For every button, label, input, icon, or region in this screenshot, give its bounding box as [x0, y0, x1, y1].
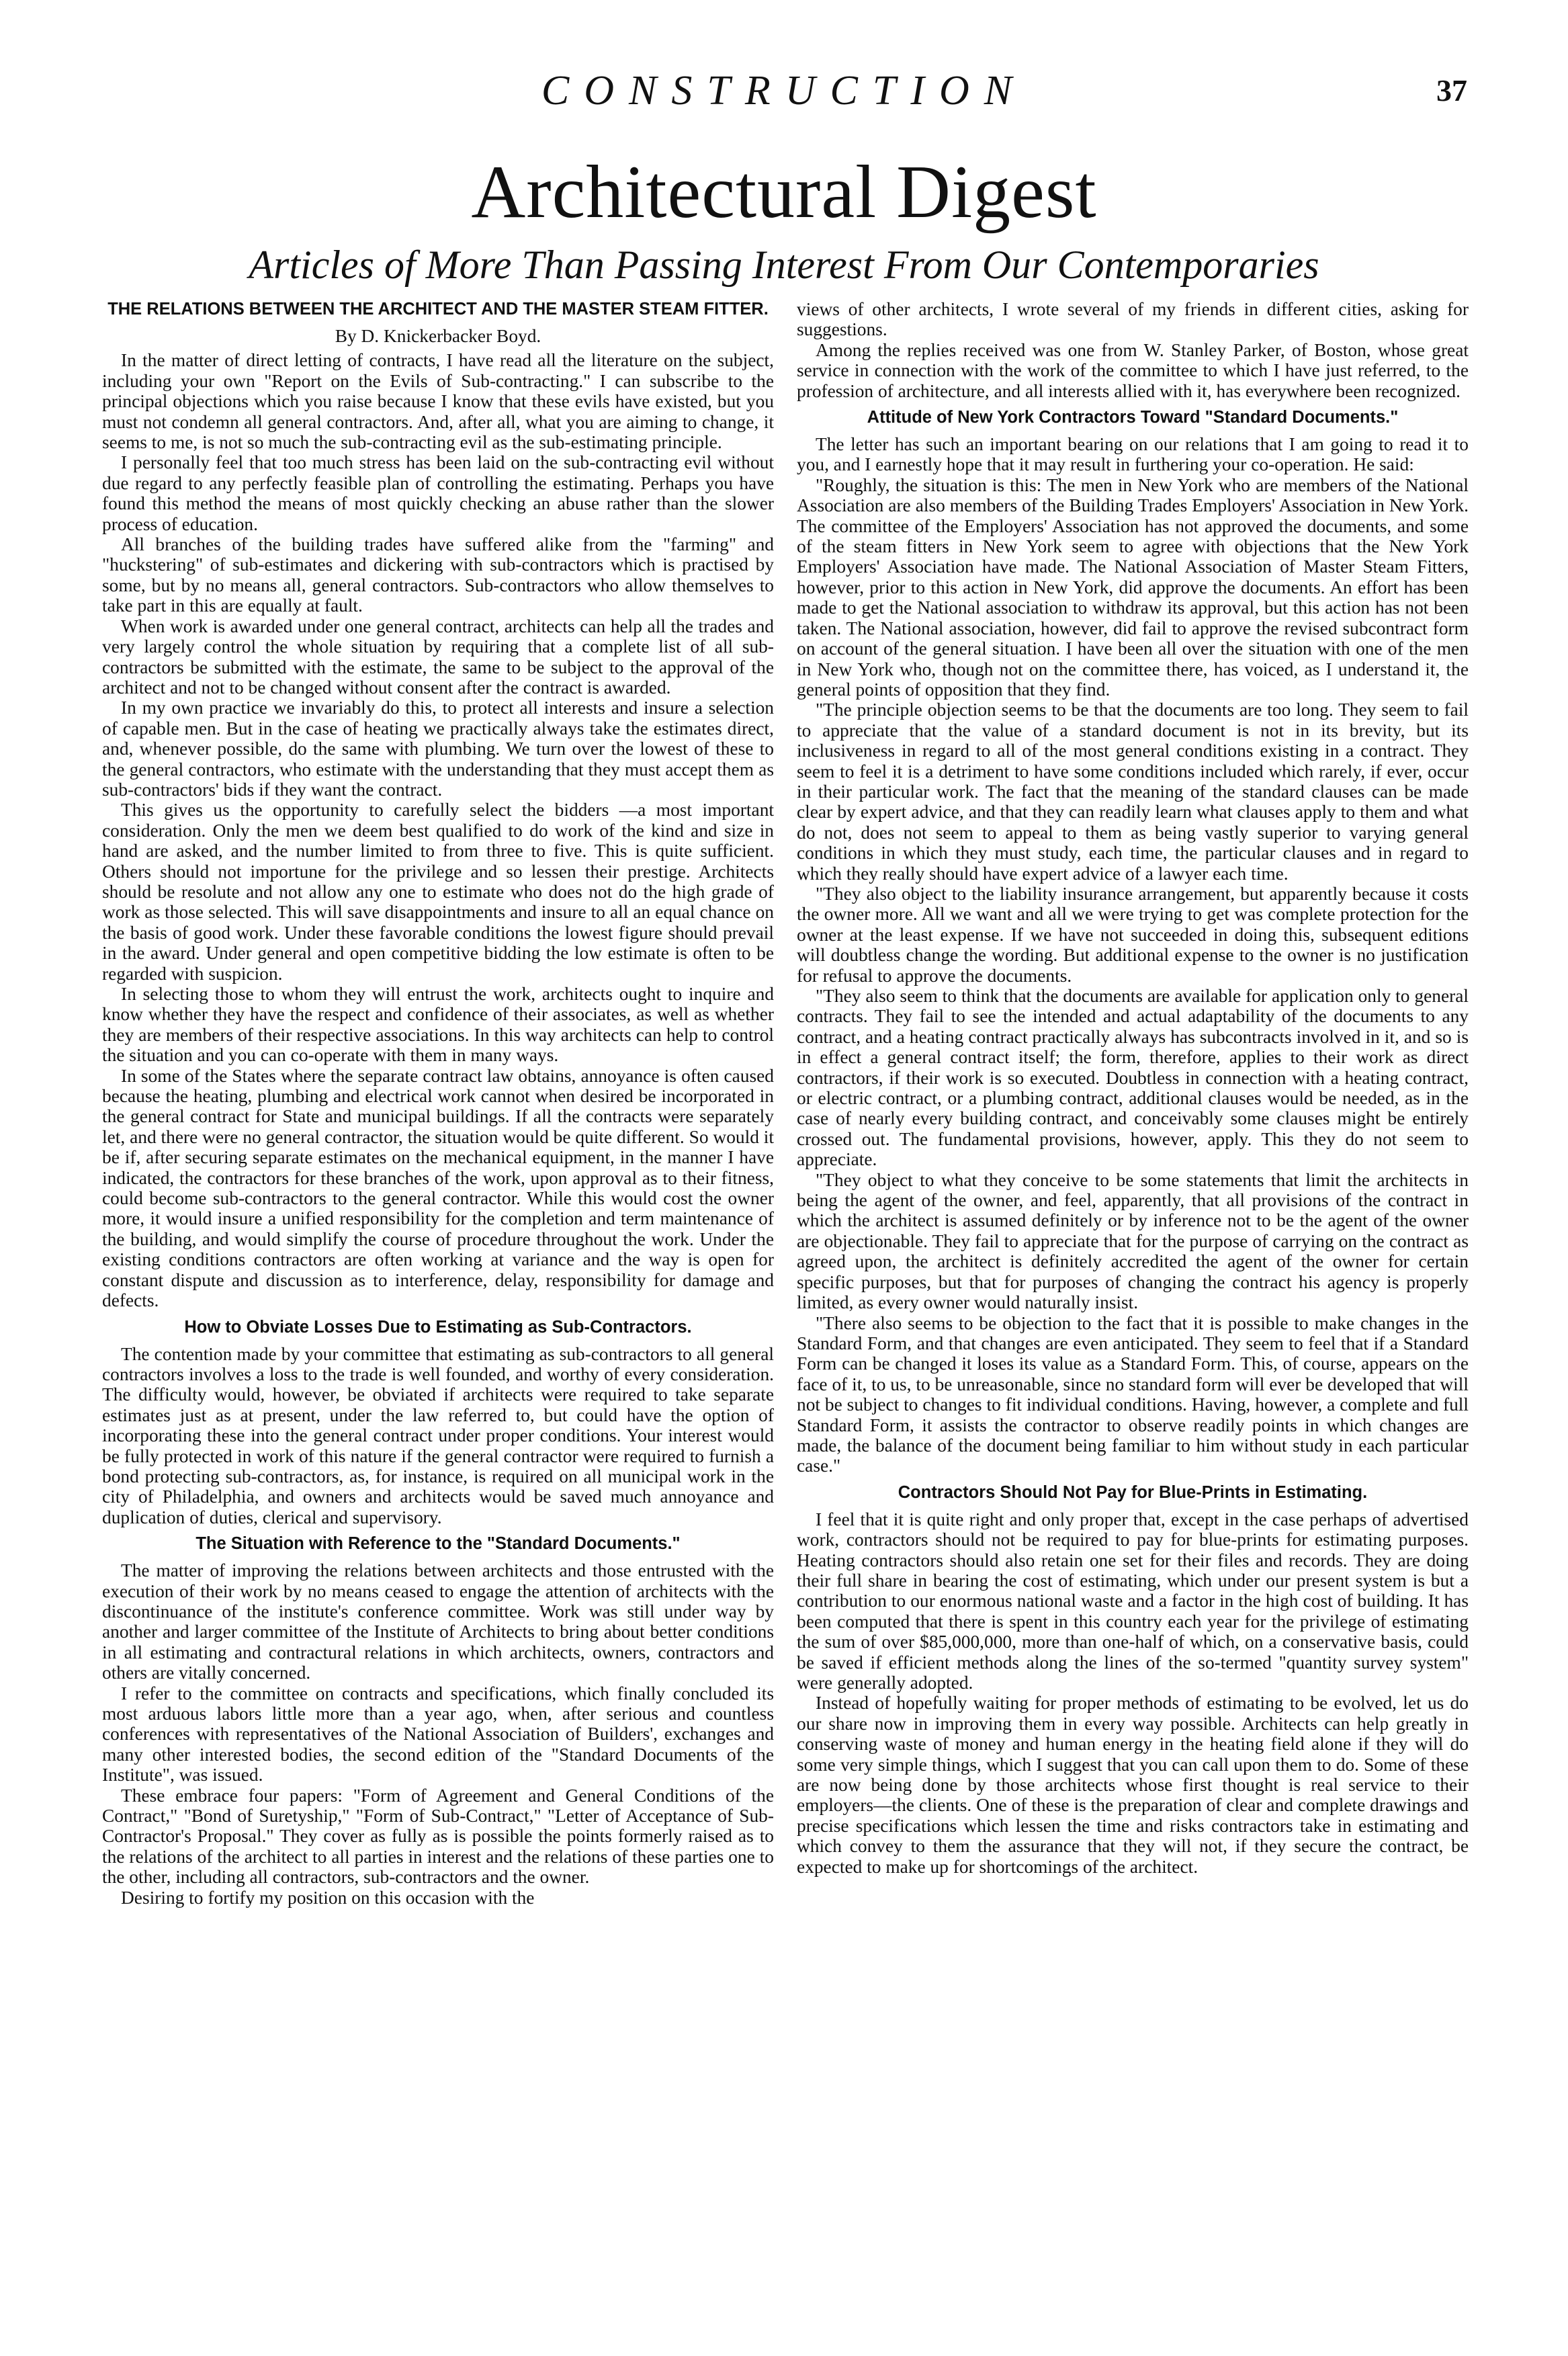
paragraph: All branches of the building trades have suffered alike from the "farming" and "huckstering" of sub-estimates and dickering with sub-contractors which is practised by some, but by no means all, general contractors. Sub-contractors who allow themselves to take part in this are equally at fault.	[102, 534, 774, 616]
left-section1-heading: How to Obviate Losses Due to Estimating as Sub-Contractors.	[184, 1317, 692, 1337]
paragraph: I refer to the committee on contracts and specifications, which finally concluded its most arduous labors little more than a year ago, when, after serious and countless conferences with representatives of the National Association of Builders', exchanges and many other interested bodies, the second edition of the "Standard Documents of the Institute", was issued.	[102, 1683, 774, 1785]
paragraph: In selecting those to whom they will entrust the work, architects ought to inquire and know whether they have the respect and confidence of their associates, as well as whether they are members of their respective associations. In this way architects can help to control the situation and you can co-operate with them in many ways.	[102, 984, 774, 1066]
page-number: 37	[1436, 73, 1467, 108]
right-section1-body	[797, 434, 1469, 1476]
left-section1-body	[102, 1344, 774, 1528]
right-intro	[797, 299, 1469, 401]
paragraph: Among the replies received was one from W. Stanley Parker, of Boston, whose great service in connection with the work of the committee to which I have just referred, to the profession of architecture, and all interests allied with it, has everywhere been recognized.	[797, 339, 1469, 401]
right-section2-heading: Contractors Should Not Pay for Blue-Prints in Estimating.	[898, 1482, 1368, 1502]
paragraph: "Roughly, the situation is this: The men in New York who are members of the National Association are also members of the Building Trades Employers' Association in New York. The committee of the Employers' Association has not approved the documents, and some of the steam fitters in New York seem to agree with objections that the New York Employers' Association have made. The National Association of Master Steam Fitters, however, prior to this action in New York, did approve the documents. An effort has been made to get the National association to withdraw its approval, but this action has not been taken. The National association, however, did fail to approve the revised subcontract form on account of the general situation. I have been all over the situation with one of the men in New York who, though not on the committee there, has voiced, as I understand it, the general points of opposition that they find.	[797, 474, 1469, 700]
paragraph: The matter of improving the relations between architects and those entrusted with the execution of their work by no means ceased to engage the attention of architects with the discontinuance of the institute's conference committee. Work was still under way by another and larger committee of the Institute of Architects to bring about better conditions in all estimating and contractural relations in which architects, owners, contractors and others are vitally concerned.	[102, 1560, 774, 1683]
paragraph: In some of the States where the separate contract law obtains, annoyance is often caused because the heating, plumbing and electrical work cannot when desired be incorporated in the general contract for State and municipal buildings. If all the contracts were separately let, and there were no general contractor, the situation would be quite different. So would it be if, after securing separate estimates on the mechanical equipment, in the manner I have indicated, the contractors for these branches of the work, upon approval as to their fitness, could become sub-contractors to the general contractor. While this would cost the owner more, it would insure a unified responsibility for the completion and term maintenance of the building, and would simplify the course of procedure throughout the work. Under the existing conditions contractors are often working at variance and the way is open for constant dispute and discussion as to interference, delay, responsibility for damage and defects.	[102, 1065, 774, 1311]
paragraph: In my own practice we invariably do this, to protect all interests and insure a selection of capable men. But in the case of heating we practically always take the estimates direct, and, whenever possible, do the same with plumbing. We turn over the lowest of these to the general contractors, who estimate with the understanding that they must accept them as sub-contractors' bids if they want the contract.	[102, 698, 774, 800]
page-title: Architectural Digest	[471, 151, 1097, 234]
paragraph: "There also seems to be objection to the fact that it is possible to make changes in the Standard Form, and that changes are even anticipated. They seem to feel that if a Standard Form can be changed it loses its value as a Standard Form. This, of course, appears on the face of it, to us, to be unreasonable, since no standard form will ever be developed that will not be subject to changes to fit individual conditions. Having, however, a complete and full Standard Form, it assists the contractor to observe readily points in which changes are made, the balance of the document being familiar to him without study in each particular case."	[797, 1312, 1469, 1476]
paragraph: I feel that it is quite right and only proper that, except in the case perhaps of advertised work, contractors should not be required to pay for blue-prints for estimating purposes. Heating contractors should also retain one set for their files and records. They are doing their full share in bearing the cost of estimating, which under our present system is but a contribution to our enormous national waste and a factor in the high cost of building. It has been computed that there is spent in this country each year for the privilege of estimating the sum of over $85,000,000, more than one-half of which, on a conservative basis, could be saved if efficient methods along the lines of the so-termed "quantity survey system" were generally adopted.	[797, 1509, 1469, 1693]
paragraph: "The principle objection seems to be that the documents are too long. They seem to fail to appreciate that the value of a standard document is not in its brevity, but its inclusiveness in regard to all of the most general conditions existing in a contract. They seem to feel it is a detriment to have some conditions included which rarely, if ever, occur in their particular work. The fact that the meaning of the standard clauses can be made clear by expert advice, and that they can readily learn what clauses apply to them and what do not, does not seem to appeal to them as being vastly superior to varying general conditions in which they must study, each time, the particular clauses and in regard to which they really should have expert advice of a lawyer each time.	[797, 700, 1469, 884]
left-column	[102, 299, 774, 2308]
paragraph: In the matter of direct letting of contracts, I have read all the literature on the subject, including your own "Report on the Evils of Sub-contracting." I can subscribe to the principal objections which you raise because I know that these evils have existed, but you must not condemn all general contractors. And, after all, what you are aiming to change, it seems to me, is not so much the sub-contracting evil as the sub-estimating principle.	[102, 350, 774, 453]
byline: By D. Knickerbacker Boyd.	[335, 326, 541, 346]
page-subtitle: Articles of More Than Passing Interest From Our Contemporaries	[249, 243, 1319, 287]
paragraph: The letter has such an important bearing on our relations that I am going to read it to you, and I earnestly hope that it may result in furthering your co-operation. He said:	[797, 434, 1469, 475]
paragraph: "They also object to the liability insurance arrangement, but apparently because it costs the owner more. All we want and all we were trying to get was complete protection for the owner at the least expense. If we have not succeeded in doing this, subsequent editions will doubtless change the wording. But additional expense to the owner is no justification for refusal to approve the documents.	[797, 883, 1469, 986]
right-section2-body	[797, 1509, 1469, 1877]
paragraph: When work is awarded under one general contract, architects can help all the trades and very largely control the whole situation by requiring that a complete list of all sub-contractors be submitted with the estimate, the same to be subject to the approval of the architect and not to be changed without consent after the contract is awarded.	[102, 616, 774, 698]
paragraph: views of other architects, I wrote several of my friends in different cities, asking for suggestions.	[797, 299, 1469, 340]
paragraph: I personally feel that too much stress has been laid on the sub-contracting evil without due regard to any perfectly feasible plan of controlling the estimating. Perhaps you have found this method the means of most quickly checking an abuse rather than the slower process of education.	[102, 452, 774, 534]
paragraph: The contention made by your committee that estimating as sub-contractors to all general contractors involves a loss to the trade is well founded, and worthy of every consideration. The difficulty would, however, be obviated if architects were required to take separate estimates just as at present, under the law referred to, but could have the option of incorporating these into the general contract under proper conditions. Your interest would be fully protected in work of this nature if the general contractor were required to furnish a bond protecting sub-contractors, as, for instance, is required on all municipal work in the city of Philadelphia, and owners and architects would be saved much annoyance and duplication of duties, clerical and supervisory.	[102, 1343, 774, 1527]
paragraph: "They also seem to think that the documents are available for application only to general contracts. They fail to see the intended and actual adaptability of the documents to any contract, and a heating contract practically always has subcontracts involved in it, and so is in effect a general contract itself; the form, therefore, applies to their work as direct contractors, if their work is so executed. Doubtless in connection with a heating contract, or electric contract, or a plumbing contract, additional clauses would be needed, as in the case of nearly every building contract, and conceivably some clauses might be entirely crossed out. The fundamental provisions, however, apply. This they do not seem to appreciate.	[797, 986, 1469, 1170]
paragraph: This gives us the opportunity to carefully select the bidders —a most important consideration. Only the men we deem best qualified to do work of the kind and size in hand are asked, and the number limited to from three to five. This is quite sufficient. Others should not importune for the privilege and so lessen their prestige. Architects should be resolute and not allow any one to estimate who does not do the high grade of work as those selected. This will save disappointments and insure to all an equal chance on the basis of good work. Under these favorable conditions the lowest figure should prevail in the award. Under general and open competitive bidding the low estimate is often to be regarded with suspicion.	[102, 800, 774, 984]
paragraph: Desiring to fortify my position on this occasion with the	[121, 1887, 535, 1908]
paragraph: Instead of hopefully waiting for proper methods of estimating to be evolved, let us do our share now in improving them in every way possible. Architects can help greatly in conserving waste of money and human energy in the heating field alone if they will do some very simple things, which I suggest that you can call upon them to do. Some of these are now being done by those architects whose first thought is real service to their employers—the clients. One of these is the preparation of clear and complete drawings and precise specifications which lessen the time and risks contractors take in estimating and which convey to them the assurance that they will not, if they secure the contract, be expected to make up for shortcomings of the architect.	[797, 1693, 1469, 1877]
paragraph: These embrace four papers: "Form of Agreement and General Conditions of the Contract," "Bond of Suretyship," "Form of Sub-Contract," "Letter of Acceptance of Sub-Contractor's Proposal." They cover as fully as is possible the points formerly raised as to the relations of the architect to all parties in interest and the relations of these parties one to the other, including all contractors, sub-contractors and the owner.	[102, 1785, 774, 1888]
paragraph: "They object to what they conceive to be some statements that limit the architects in being the agent of the owner, and feel, apparently, that all provisions of the contract in which the architect is assumed definitely or by inference not to be the agent of the owner are objectionable. They fail to appreciate that for the purpose of carrying on the contract as agreed upon, the architect is definitely accredited the agent of the owner for certain specific purposes, but that for purposes of changing the contract his agency is properly limited, as every owner would naturally insist.	[797, 1169, 1469, 1313]
left-intro	[102, 350, 774, 1310]
journal-name: CONSTRUCTION	[541, 68, 1027, 114]
article-title: THE RELATIONS BETWEEN THE ARCHITECT AND THE MASTER STEAM FITTER.	[107, 300, 769, 319]
right-section1-heading: Attitude of New York Contractors Toward "Standard Documents."	[867, 408, 1399, 427]
right-column	[797, 299, 1469, 2308]
left-section2-heading: The Situation with Reference to the "Standard Documents."	[195, 1534, 681, 1554]
running-head	[0, 67, 1568, 128]
left-section2-body	[102, 1560, 774, 1908]
